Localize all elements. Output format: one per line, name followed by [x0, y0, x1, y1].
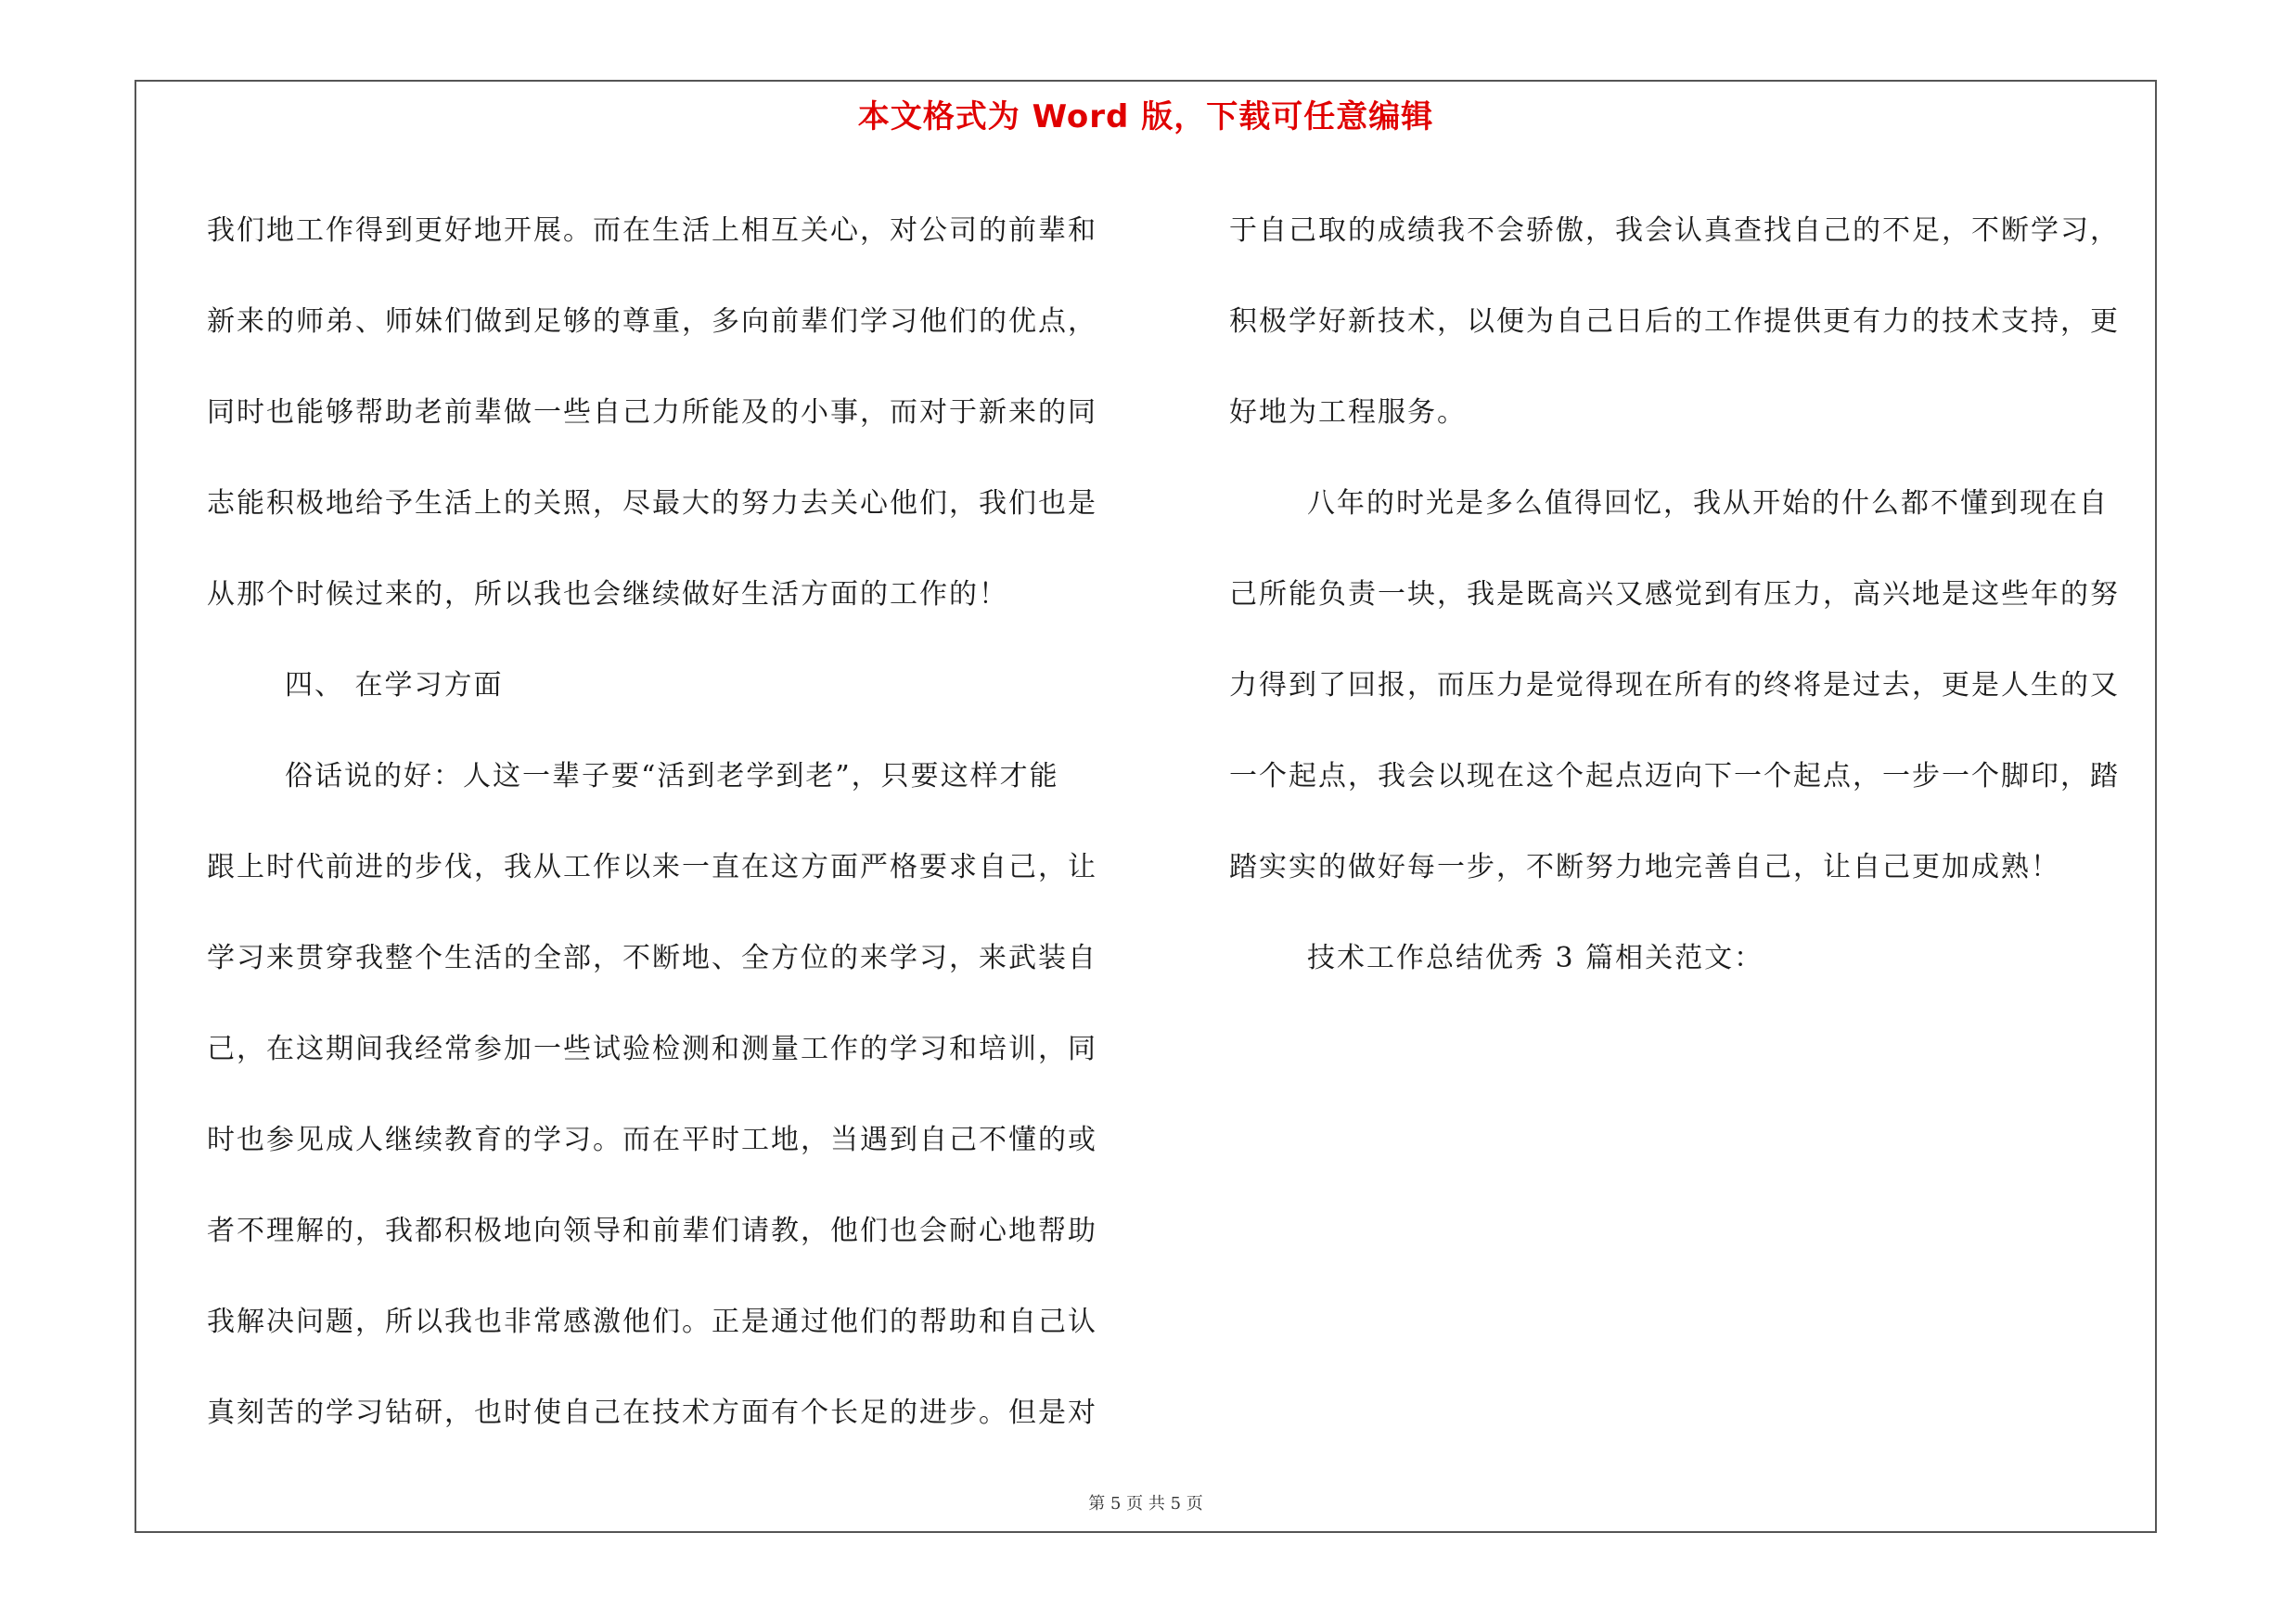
text-line: 跟上时代前进的步伐，我从工作以来一直在这方面严格要求自己，让 — [207, 851, 1097, 883]
page-number: 第 5 页 共 5 页 — [1088, 1494, 1203, 1514]
text-line: 己，在这期间我经常参加一些试验检测和测量工作的学习和培训，同 — [207, 1033, 1097, 1065]
text-line: 我解决问题，所以我也非常感激他们。正是通过他们的帮助和自己认 — [207, 1306, 1097, 1338]
text-line: 一个起点，我会以现在这个起点迈向下一个起点，一步一个脚印，踏 — [1229, 760, 2120, 792]
text-line: 我们地工作得到更好地开展。而在生活上相互关心，对公司的前辈和 — [207, 214, 1097, 247]
text-line: 新来的师弟、师妹们做到足够的尊重，多向前辈们学习他们的优点， — [207, 305, 1097, 338]
left-column — [207, 186, 1135, 1459]
text-line: 己所能负责一块，我是既高兴又感觉到有压力，高兴地是这些年的努 — [1229, 578, 2120, 611]
text-line: 真刻苦的学习钻研，也时使自己在技术方面有个长足的进步。但是对 — [207, 1397, 1097, 1429]
section-heading: 四、 在学习方面 — [285, 669, 504, 702]
text-line: 志能积极地给予生活上的关照，尽最大的努力去关心他们，我们也是 — [207, 487, 1097, 520]
page-frame — [135, 80, 2157, 1533]
text-line: 好地为工程服务。 — [1229, 396, 1467, 429]
text-line: 俗话说的好：人这一辈子要“活到老学到老”，只要这样才能 — [285, 760, 1059, 792]
text-line: 踏实实的做好每一步，不断努力地完善自己，让自己更加成熟！ — [1229, 851, 2060, 883]
text-line: 从那个时候过来的，所以我也会继续做好生活方面的工作的！ — [207, 578, 1008, 611]
format-banner: 本文格式为 Word 版，下载可任意编辑 — [857, 98, 1434, 135]
text-line: 者不理解的，我都积极地向领导和前辈们请教，他们也会耐心地帮助 — [207, 1215, 1097, 1247]
related-articles-heading: 技术工作总结优秀 3 篇相关范文： — [1307, 942, 1764, 974]
right-column — [1229, 186, 2157, 1004]
text-line: 学习来贯穿我整个生活的全部，不断地、全方位的来学习，来武装自 — [207, 942, 1097, 974]
text-line: 同时也能够帮助老前辈做一些自己力所能及的小事，而对于新来的同 — [207, 396, 1097, 429]
text-line: 八年的时光是多么值得回忆，我从开始的什么都不懂到现在自 — [1307, 487, 2109, 520]
text-line: 时也参见成人继续教育的学习。而在平时工地，当遇到自己不懂的或 — [207, 1124, 1097, 1156]
text-line: 力得到了回报，而压力是觉得现在所有的终将是过去，更是人生的又 — [1229, 669, 2120, 702]
text-line: 积极学好新技术，以便为自己日后的工作提供更有力的技术支持，更 — [1229, 305, 2120, 338]
text-line: 于自己取的成绩我不会骄傲，我会认真查找自己的不足，不断学习， — [1229, 214, 2120, 247]
